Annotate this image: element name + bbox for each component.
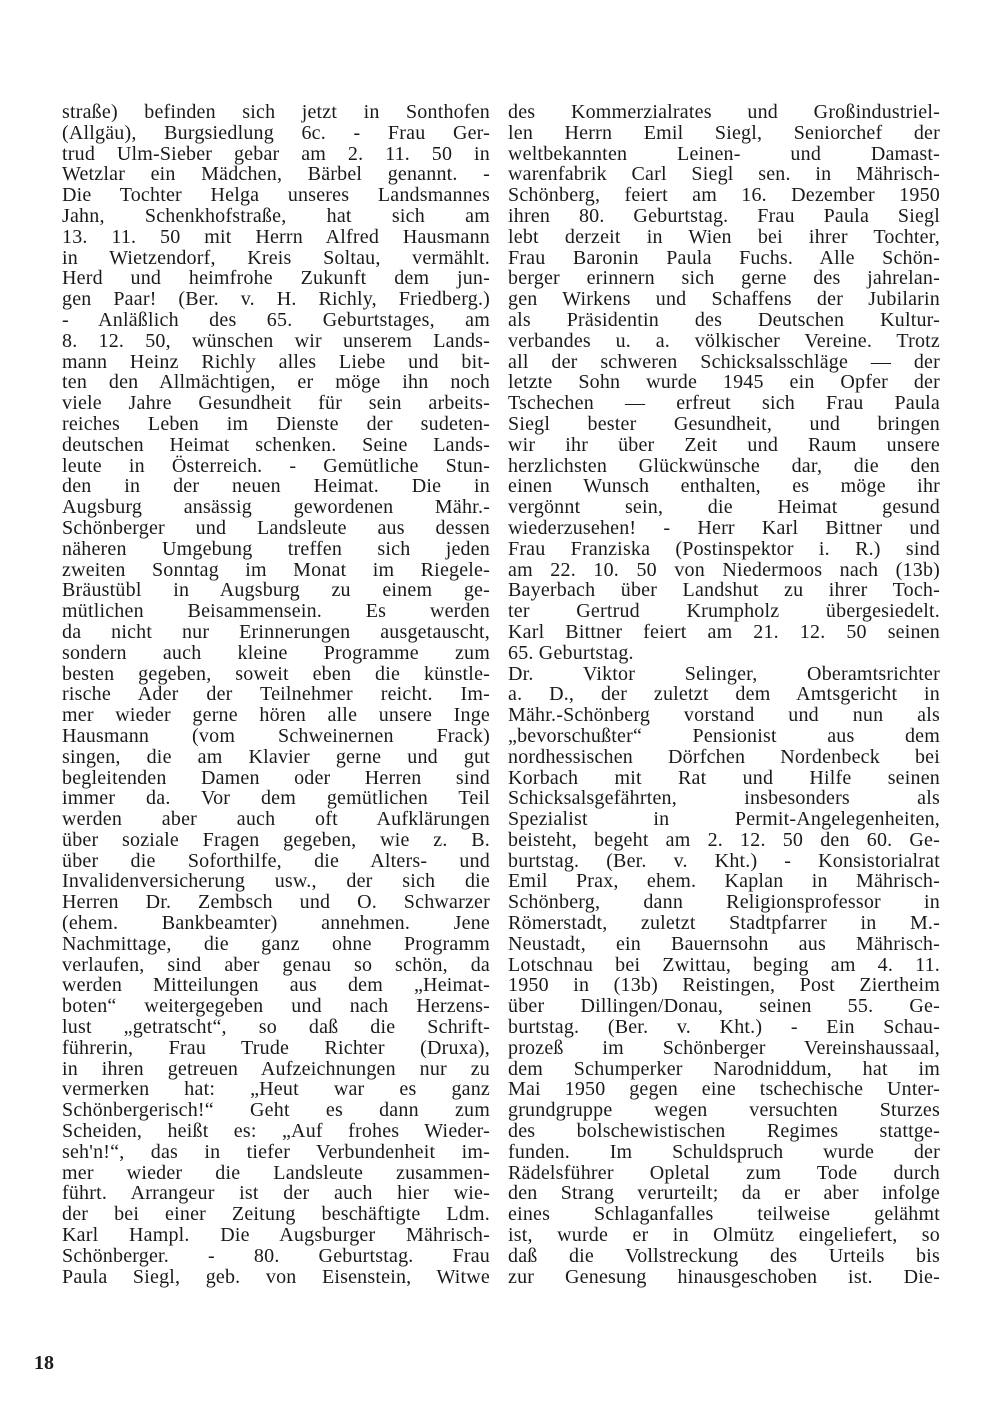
text-line: gen Wirkens und Schaffens der Jubilarin bbox=[508, 288, 940, 311]
text-line: Augsburg ansässig gewordenen Mähr.- bbox=[62, 496, 490, 519]
text-line: warenfabrik Carl Siegl sen. in Mährisch- bbox=[508, 163, 940, 186]
text-line: Frau Baronin Paula Fuchs. Alle Schön- bbox=[508, 246, 940, 269]
text-line: Rädelsführer Opletal zum Tode durch bbox=[508, 1161, 940, 1184]
text-line: Frau Franziska (Postinspektor i. R.) sind bbox=[508, 537, 940, 560]
text-line: nordhessischen Dörfchen Nordenbeck bei bbox=[508, 745, 940, 768]
text-line: werden aber auch oft Aufklärungen bbox=[62, 808, 490, 831]
text-line: lust „getratscht“, so daß die Schrift- bbox=[62, 1016, 490, 1039]
text-line: Siegl bester Gesundheit, und bringen bbox=[508, 412, 940, 435]
text-line: (Allgäu), Burgsiedlung 6c. - Frau Ger- bbox=[62, 121, 490, 144]
text-line: Spezialist in Permit-Angelegenheiten, bbox=[508, 808, 940, 831]
right-text-column bbox=[508, 102, 940, 1287]
text-line: zweiten Sonntag im Monat im Riegele- bbox=[62, 558, 490, 581]
text-line: den Strang verurteilt; da er aber infolge bbox=[508, 1182, 940, 1205]
text-line: mütlichen Beisammensein. Es werden bbox=[62, 600, 490, 623]
text-line: führt. Arrangeur ist der auch hier wie- bbox=[62, 1182, 490, 1205]
text-line: (ehem. Bankbeamter) annehmen. Jene bbox=[62, 912, 490, 935]
text-line: des bolschewistischen Regimes stattge- bbox=[508, 1120, 940, 1143]
text-line: da nicht nur Erinnerungen ausgetauscht, bbox=[62, 620, 490, 643]
text-line: Korbach mit Rat und Hilfe seinen bbox=[508, 766, 940, 789]
text-line: Schönberg, dann Religionsprofessor in bbox=[508, 891, 940, 914]
text-line: begleitenden Damen oder Herren sind bbox=[62, 766, 490, 789]
text-line: Schönberger. - 80. Geburtstag. Frau bbox=[62, 1244, 490, 1267]
text-line: - Anläßlich des 65. Geburtstages, am bbox=[62, 308, 490, 331]
text-line: weltbekannten Leinen- und Damast- bbox=[508, 142, 940, 165]
text-line: leute in Österreich. - Gemütliche Stun- bbox=[62, 454, 490, 477]
text-line: Emil Prax, ehem. Kaplan in Mährisch- bbox=[508, 870, 940, 893]
text-line: len Herrn Emil Siegl, Seniorchef der bbox=[508, 121, 940, 144]
text-line: sondern auch kleine Programme zum bbox=[62, 641, 490, 664]
text-line: näheren Umgebung treffen sich jeden bbox=[62, 537, 490, 560]
text-line: verbandes u. a. völkischer Vereine. Trotz bbox=[508, 329, 940, 352]
text-line: zur Genesung hinausgeschoben ist. Die- bbox=[508, 1265, 940, 1288]
text-line: verlaufen, sind aber genau so schön, da bbox=[62, 953, 490, 976]
text-line: Schicksalsgefährten, insbesonders als bbox=[508, 787, 940, 810]
text-line: 13. 11. 50 mit Herrn Alfred Hausmann bbox=[62, 225, 490, 248]
text-line: Mai 1950 gegen eine tschechische Unter- bbox=[508, 1078, 940, 1101]
text-line: in ihren getreuen Aufzeichnungen nur zu bbox=[62, 1057, 490, 1080]
text-line: „bevorschußter“ Pensionist aus dem bbox=[508, 724, 940, 747]
text-line: der bei einer Zeitung beschäftigte Ldm. bbox=[62, 1203, 490, 1226]
text-line: 1950 in (13b) Reistingen, Post Ziertheim bbox=[508, 974, 940, 997]
text-line: seh'n!“, das in tiefer Verbundenheit im- bbox=[62, 1140, 490, 1163]
text-line: einen Wunsch enthalten, es möge ihr bbox=[508, 475, 940, 498]
text-line: vermerken hat: „Heut war es ganz bbox=[62, 1078, 490, 1101]
text-line: über Dillingen/Donau, seinen 55. Ge- bbox=[508, 995, 940, 1018]
text-line: mer wieder die Landsleute zusammen- bbox=[62, 1161, 490, 1184]
text-line: eines Schlaganfalles teilweise gelähmt bbox=[508, 1203, 940, 1226]
text-line: herzlichsten Glückwünsche dar, die den bbox=[508, 454, 940, 477]
text-line: Jahn, Schenkhofstraße, hat sich am bbox=[62, 204, 490, 227]
text-line: den in der neuen Heimat. Die in bbox=[62, 475, 490, 498]
text-line: grundgruppe wegen versuchten Sturzes bbox=[508, 1099, 940, 1122]
text-line: lebt derzeit in Wien bei ihrer Tochter, bbox=[508, 225, 940, 248]
text-line: letzte Sohn wurde 1945 ein Opfer der bbox=[508, 371, 940, 394]
text-line: deutschen Heimat schenken. Seine Lands- bbox=[62, 433, 490, 456]
text-line: rische Ader der Teilnehmer reicht. Im- bbox=[62, 683, 490, 706]
text-line: Lotschnau bei Zwittau, beging am 4. 11. bbox=[508, 953, 940, 976]
text-line: viele Jahre Gesundheit für sein arbeits- bbox=[62, 392, 490, 415]
text-line: Karl Hampl. Die Augsburger Mährisch- bbox=[62, 1224, 490, 1247]
text-line: ten den Allmächtigen, er möge ihn noch bbox=[62, 371, 490, 394]
text-line: all der schweren Schicksalsschläge — der bbox=[508, 350, 940, 373]
text-line: prozeß im Schönberger Vereinshaussaal, bbox=[508, 1036, 940, 1059]
text-line: burtstag. (Ber. v. Kht.) - Ein Schau- bbox=[508, 1016, 940, 1039]
text-line: wir ihr über Zeit und Raum unsere bbox=[508, 433, 940, 456]
text-line: Schönbergerisch!“ Geht es dann zum bbox=[62, 1099, 490, 1122]
text-line: des Kommerzialrates und Großindustriel- bbox=[508, 101, 940, 123]
text-line: Karl Bittner feiert am 21. 12. 50 seinen bbox=[508, 620, 940, 643]
text-line: singen, die am Klavier gerne und gut bbox=[62, 745, 490, 768]
text-line: Neustadt, ein Bauernsohn aus Mährisch- bbox=[508, 932, 940, 955]
text-line: boten“ weitergegeben und nach Herzens- bbox=[62, 995, 490, 1018]
text-line: Herren Dr. Zembsch und O. Schwarzer bbox=[62, 891, 490, 914]
text-line: gen Paar! (Ber. v. H. Richly, Friedberg.) bbox=[62, 288, 490, 311]
text-line: Invalidenversicherung usw., der sich die bbox=[62, 870, 490, 893]
text-line: Schönberger und Landsleute aus dessen bbox=[62, 516, 490, 539]
text-line: funden. Im Schuldspruch wurde der bbox=[508, 1140, 940, 1163]
text-line: vergönnt sein, die Heimat gesund bbox=[508, 496, 940, 519]
text-line: Bayerbach über Landshut zu ihrer Toch- bbox=[508, 579, 940, 602]
text-line: Bräustübl in Augsburg zu einem ge- bbox=[62, 579, 490, 602]
text-line: daß die Vollstreckung des Urteils bis bbox=[508, 1244, 940, 1267]
text-line: reiches Leben im Dienste der sudeten- bbox=[62, 412, 490, 435]
text-line: in Wietzendorf, Kreis Soltau, vermählt. bbox=[62, 246, 490, 269]
text-line: trud Ulm-Sieber gebar am 2. 11. 50 in bbox=[62, 142, 490, 165]
text-line: Wetzlar ein Mädchen, Bärbel genannt. - bbox=[62, 163, 490, 186]
text-line: Scheiden, heißt es: „Auf frohes Wieder- bbox=[62, 1120, 490, 1143]
text-line: über soziale Fragen gegeben, wie z. B. bbox=[62, 828, 490, 851]
text-line: 65. Geburtstag. bbox=[508, 641, 634, 664]
text-line: Nachmittage, die ganz ohne Programm bbox=[62, 932, 490, 955]
text-line: berger erinnern sich gerne des jahrelan- bbox=[508, 267, 940, 290]
text-line: Römerstadt, zuletzt Stadtpfarrer in M.- bbox=[508, 912, 940, 935]
text-line: ist, wurde er in Olmütz eingeliefert, so bbox=[508, 1224, 940, 1247]
text-line: als Präsidentin des Deutschen Kultur- bbox=[508, 308, 940, 331]
left-text-column bbox=[62, 102, 490, 1287]
text-line: a. D., der zuletzt dem Amtsgericht in bbox=[508, 683, 940, 706]
text-line: mann Heinz Richly alles Liebe und bit- bbox=[62, 350, 490, 373]
text-line: Herd und heimfrohe Zukunft dem jun- bbox=[62, 267, 490, 290]
text-line: 8. 12. 50, wünschen wir unserem Lands- bbox=[62, 329, 490, 352]
text-line: burtstag. (Ber. v. Kht.) - Konsistorialrat bbox=[508, 849, 940, 872]
text-line: immer da. Vor dem gemütlichen Teil bbox=[62, 787, 490, 810]
text-line: Paula Siegl, geb. von Eisenstein, Witwe bbox=[62, 1265, 490, 1288]
text-line: wiederzusehen! - Herr Karl Bittner und bbox=[508, 516, 940, 539]
text-line: dem Schumperker Narodniddum, hat im bbox=[508, 1057, 940, 1080]
text-line: werden Mitteilungen aus dem „Heimat- bbox=[62, 974, 490, 997]
text-line: beisteht, begeht am 2. 12. 50 den 60. Ge- bbox=[508, 828, 940, 851]
text-line: ihren 80. Geburtstag. Frau Paula Siegl bbox=[508, 204, 940, 227]
text-line: über die Soforthilfe, die Alters- und bbox=[62, 849, 490, 872]
text-line: mer wieder gerne hören alle unsere Inge bbox=[62, 704, 490, 727]
text-line: Hausmann (vom Schweinernen Frack) bbox=[62, 724, 490, 747]
text-line: Tschechen — erfreut sich Frau Paula bbox=[508, 392, 940, 415]
text-line: ter Gertrud Krumpholz übergesiedelt. bbox=[508, 600, 940, 623]
text-line: am 22. 10. 50 von Niedermoos nach (13b) bbox=[508, 558, 940, 581]
text-line: straße) befinden sich jetzt in Sonthofen bbox=[62, 101, 490, 123]
page-number: 18 bbox=[34, 1352, 54, 1374]
text-line: Mähr.-Schönberg vorstand und nun als bbox=[508, 704, 940, 727]
text-line: Schönberg, feiert am 16. Dezember 1950 bbox=[508, 184, 940, 207]
text-line: Dr. Viktor Selinger, Oberamtsrichter bbox=[508, 662, 940, 685]
text-line: Die Tochter Helga unseres Landsmannes bbox=[62, 184, 490, 207]
text-line: besten gegeben, soweit eben die künstle- bbox=[62, 662, 490, 685]
text-line: führerin, Frau Trude Richter (Druxa), bbox=[62, 1036, 490, 1059]
